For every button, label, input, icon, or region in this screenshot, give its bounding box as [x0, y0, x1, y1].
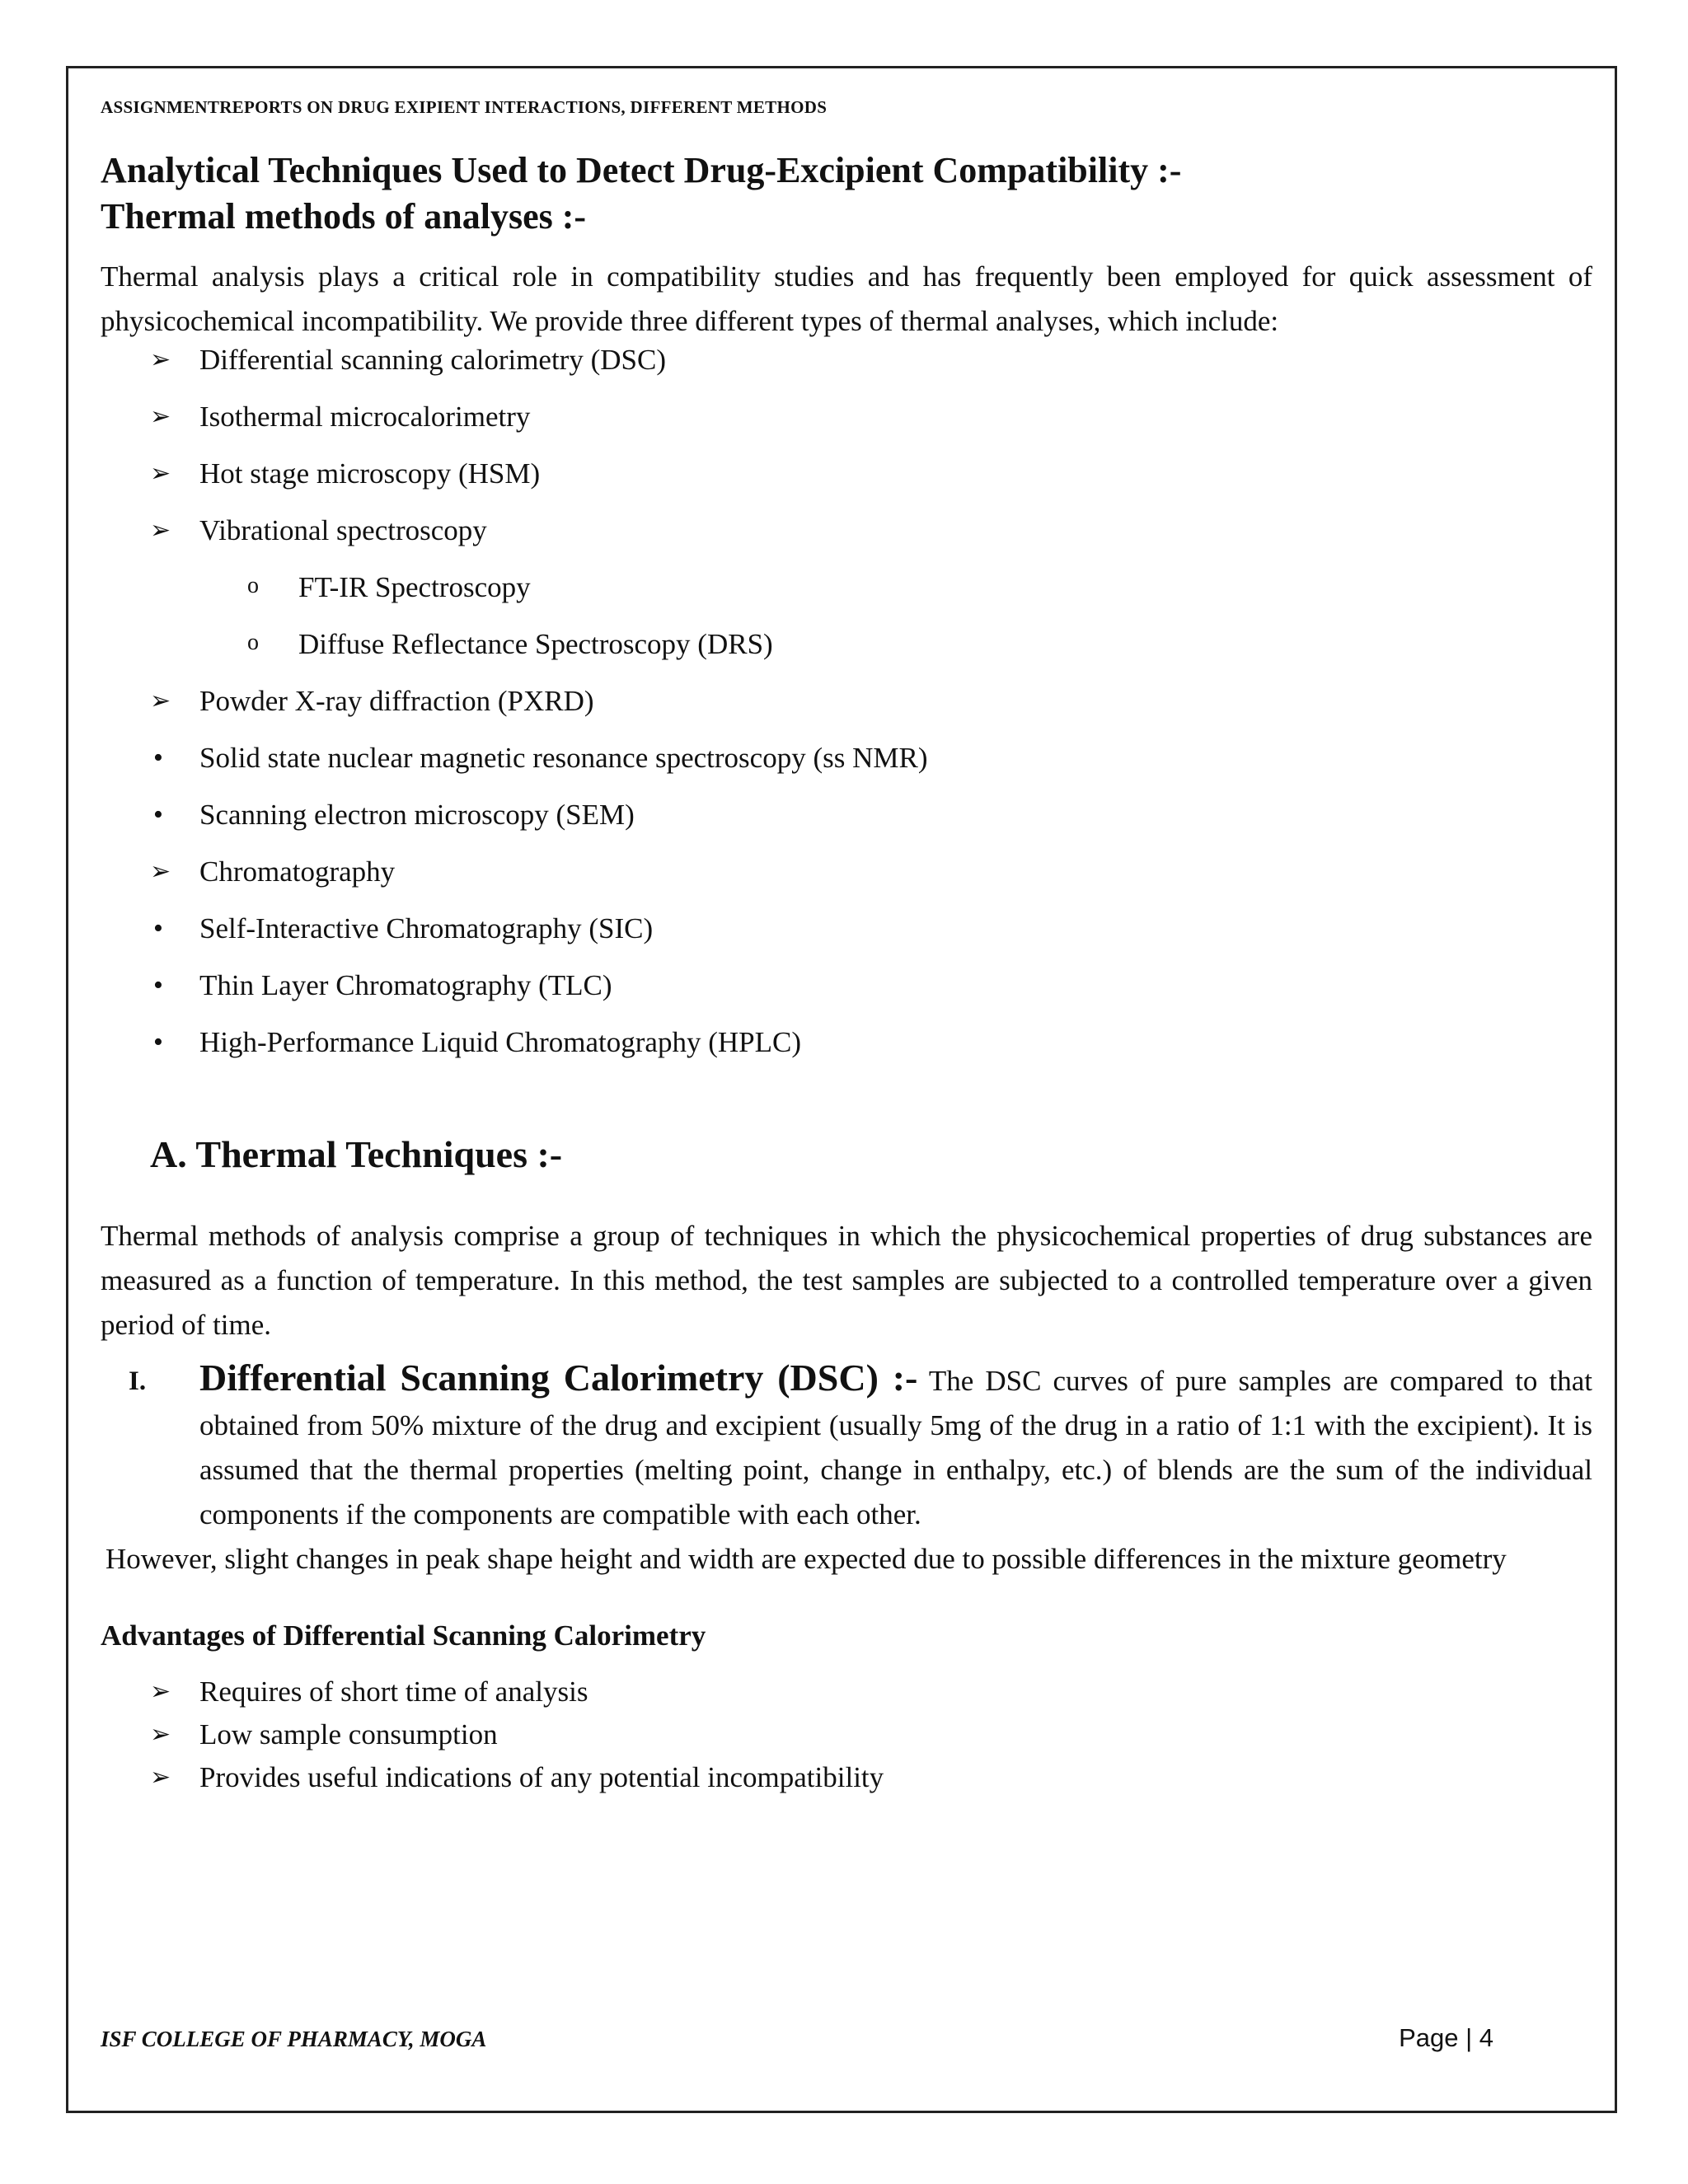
- list-item: • High-Performance Liquid Chromatography (HPLC): [153, 1026, 801, 1058]
- list-item: ➢ Differential scanning calorimetry (DSC): [150, 344, 666, 376]
- arrow-bullet-icon: ➢: [150, 1678, 171, 1705]
- dot-bullet-icon: •: [153, 913, 163, 944]
- dsc-item: [101, 1356, 1592, 1537]
- main-title: Analytical Techniques Used to Detect Drug-Excipient Compatibility :-: [101, 150, 1182, 190]
- sub-list-item: o FT-IR Spectroscopy: [247, 571, 531, 603]
- techniques-list: [101, 344, 1592, 1059]
- sub-title: Thermal methods of analyses :-: [101, 196, 587, 237]
- item-number: I.: [129, 1366, 147, 1396]
- sub-list-item: o Diffuse Reflectance Spectroscopy (DRS): [247, 628, 773, 660]
- list-item: ➢ Powder X-ray diffraction (PXRD): [150, 685, 594, 717]
- list-item: • Scanning electron microscopy (SEM): [153, 799, 635, 831]
- section-a-heading: A. Thermal Techniques :-: [150, 1133, 563, 1175]
- list-item: ➢ Requires of short time of analysis: [150, 1675, 588, 1708]
- list-item: ➢ Low sample consumption: [150, 1718, 498, 1750]
- list-item: ➢ Hot stage microscopy (HSM): [150, 457, 541, 490]
- dot-bullet-icon: •: [153, 1027, 163, 1057]
- arrow-bullet-icon: ➢: [150, 517, 171, 544]
- list-item: ➢ Chromatography: [150, 855, 396, 888]
- arrow-bullet-icon: ➢: [150, 460, 171, 487]
- advantages-list: [101, 1675, 1592, 1794]
- arrow-bullet-icon: ➢: [150, 403, 171, 430]
- however-paragraph: However, slight changes in peak shape height and width are expected due to possible differences in the mixture geometry: [106, 1543, 1507, 1575]
- section-a-paragraph: Thermal methods of analysis comprise a group of techniques in which the physicochemical properties of drug substances are measured as a function of temperature. In this method, the test samples are subjected to a controlled temperature over a given period of time.: [101, 1220, 1592, 1341]
- arrow-bullet-icon: ➢: [150, 687, 171, 715]
- dot-bullet-icon: •: [153, 970, 163, 1001]
- list-item: • Thin Layer Chromatography (TLC): [153, 969, 612, 1001]
- circle-bullet-icon: o: [247, 630, 259, 655]
- footer-college: ISF COLLEGE OF PHARMACY, MOGA: [101, 2027, 487, 2051]
- list-item: ➢ Isothermal microcalorimetry: [150, 401, 531, 433]
- arrow-bullet-icon: ➢: [150, 346, 171, 373]
- advantages-heading: Advantages of Differential Scanning Calorimetry: [101, 1619, 706, 1652]
- dot-bullet-icon: •: [153, 743, 163, 773]
- list-item: ➢ Provides useful indications of any potential incompatibility: [150, 1761, 884, 1793]
- dsc-text: The DSC curves of pure samples are compared to that obtained from 50% mixture of the drug and excipient (usually 5mg of the drug in a ratio of 1:1 with the excipient). It is assumed that the thermal properties (melting point, change in enthalpy, etc.) of blends are the sum of the individual components if the components are compatible with each other.: [199, 1365, 1592, 1530]
- dsc-heading: Differential Scanning Calorimetry (DSC) :-: [199, 1357, 918, 1399]
- circle-bullet-icon: o: [247, 573, 259, 598]
- arrow-bullet-icon: ➢: [150, 1721, 171, 1748]
- intro-paragraph: Thermal analysis plays a critical role in compatibility studies and has frequently been employed for quick assessment of physicochemical incompatibility. We provide three different types of thermal analyses, which include:: [101, 260, 1592, 337]
- running-header: ASSIGNMENTREPORTS ON DRUG EXIPIENT INTERACTIONS, DIFFERENT METHODS: [101, 97, 828, 117]
- list-item: • Self-Interactive Chromatography (SIC): [153, 912, 654, 944]
- dot-bullet-icon: •: [153, 799, 163, 830]
- list-item: ➢ Vibrational spectroscopy: [150, 514, 487, 546]
- arrow-bullet-icon: ➢: [150, 858, 171, 885]
- list-item: • Solid state nuclear magnetic resonance spectroscopy (ss NMR): [153, 742, 928, 774]
- page-content: [101, 97, 1592, 1804]
- arrow-bullet-icon: ➢: [150, 1764, 171, 1791]
- footer-page-number: Page | 4: [1399, 2023, 1493, 2052]
